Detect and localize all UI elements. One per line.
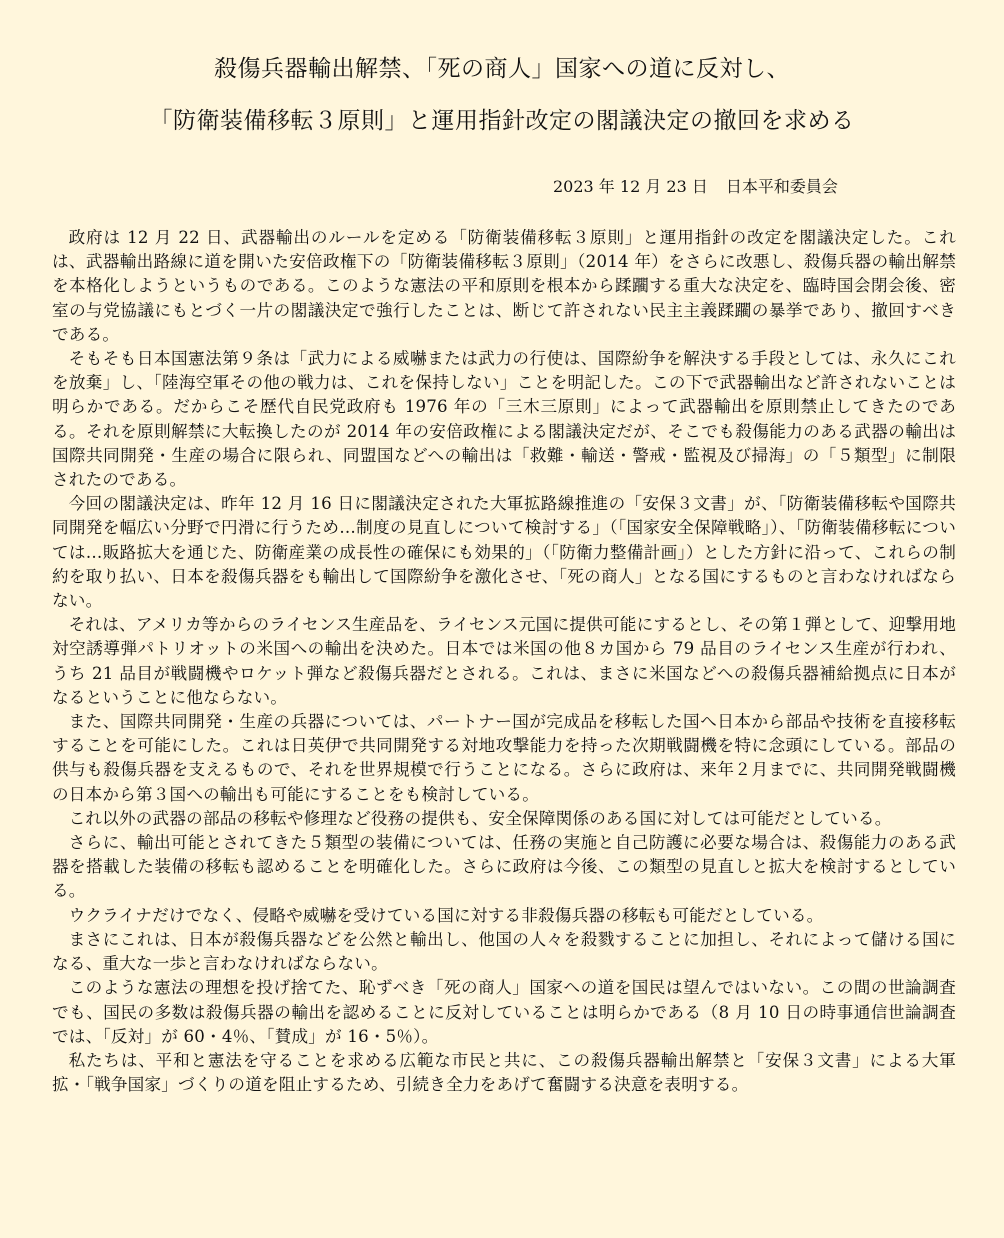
document-title-line-2: 「防衛装備移転３原則」と運用指針改定の閣議決定の撤回を求める [149,108,855,134]
document-title-line-1: 殺傷兵器輸出解禁、「死の商人」国家への道に反対し、 [214,56,790,82]
paragraph: これ以外の武器の部品の移転や修理など役務の提供も、安全保障関係のある国に対しては可能だとしている。 [68,808,892,828]
paragraph: 今回の閣議決定は、昨年 12 月 16 日に閣議決定された大軍拡路線推進の「安保３文書」が、「防衛装備移転や国際共同開発を幅広い分野で円滑に行うため…制度の見直しについて検討する」（「国家安全保障戦略」）、「防衛装備移転については…販路拡大を通じた、防衛産業の成長性の確保にも効果的」（「防衛力整備計画」）とした方針に沿って、これらの制約を取り払い、日本を殺傷兵器をも輸出して国際紛争を激化させ、「死の商人」となる国にするものと言わなければならない。 [52,494,956,611]
document-organization: 日本平和委員会 [725,177,838,196]
dateline [553,174,838,197]
paragraph: このような憲法の理想を投げ捨てた、恥ずべき「死の商人」国家への道を国民は望んではいない。この間の世論調査でも、国民の多数は殺傷兵器の輸出を認めることに反対していることは明らかである（8 月 10 日の時事通信世論調査では、「反対」が 60・4％、「賛成」が 16・5％）。 [52,978,956,1046]
paragraph: 私たちは、平和と憲法を守ることを求める広範な市民と共に、この殺傷兵器輸出解禁と「安保３文書」による大軍拡・「戦争国家」づくりの道を阻止するため、引続き全力をあげて奮闘する決意を表明する。 [52,1050,956,1095]
paragraph: それは、アメリカ等からのライセンス生産品を、ライセンス元国に提供可能にするとし、その第１弾として、迎撃用地対空誘導弾パトリオットの米国への輸出を決めた。日本では米国の他８カ国から 79 品目のライセンス生産が行われ、うち 21 品目が戦闘機やロケット弾など殺傷兵器だとされる。これは、まさに米国などへの殺傷兵器補給拠点に日本がなるということに他ならない。 [52,615,956,707]
paragraph: そもそも日本国憲法第９条は「武力による威嚇または武力の行使は、国際紛争を解決する手段としては、永久にこれを放棄」し、「陸海空軍その他の戦力は、これを保持しない」ことを明記した。この下で武器輸出など許されないことは明らかである。だからこそ歴代自民党政府も 1976 年の「三木三原則」によって武器輸出を原則禁止してきたのである。それを原則解禁に大転換したのが 2014 年の安倍政権による閣議決定だが、そこでも殺傷能力のある武器の輸出は国際共同開発・生産の場合に限られ、同盟国などへの輸出は「救難・輸送・警戒・監視及び掃海」の「５類型」に制限されたのである。 [52,349,956,490]
document-body [52,226,956,1097]
paragraph: まさにこれは、日本が殺傷兵器などを公然と輸出し、他国の人々を殺戮することに加担し、それによって儲ける国になる、重大な一歩と言わなければならない。 [52,929,956,974]
document-date: 2023 年 12 月 23 日 [553,177,708,196]
paragraph: ウクライナだけでなく、侵略や威嚇を受けている国に対する非殺傷兵器の移転も可能だとしている。 [68,905,824,925]
paragraph: また、国際共同開発・生産の兵器については、パートナー国が完成品を移転した国へ日本から部品や技術を直接移転することを可能にした。これは日英伊で共同開発する対地攻撃能力を持った次期戦闘機を特に念頭にしている。部品の供与も殺傷兵器を支えるもので、それを世界規模で行うことになる。さらに政府は、来年２月までに、共同開発戦闘機の日本から第３国への輸出も可能にすることをも検討している。 [52,712,956,804]
paragraph: さらに、輸出可能とされてきた５類型の装備については、任務の実施と自己防護に必要な場合は、殺傷能力のある武器を搭載した装備の移転も認めることを明確化した。さらに政府は今後、この類型の見直しと拡大を検討するとしている。 [52,833,956,901]
paragraph: 政府は 12 月 22 日、武器輸出のルールを定める「防衛装備移転３原則」と運用指針の改定を閣議決定した。これは、武器輸出路線に道を開いた安倍政権下の「防衛装備移転３原則」（2014 年）をさらに改悪し、殺傷兵器の輸出解禁を本格化しようというものである。このような憲法の平和原則を根本から蹂躙する重大な決定を、臨時国会閉会後、密室の与党協議にもとづく一片の閣議決定で強行したことは、断じて許されない民主主義蹂躙の暴挙であり、撤回すべきである。 [52,228,956,344]
